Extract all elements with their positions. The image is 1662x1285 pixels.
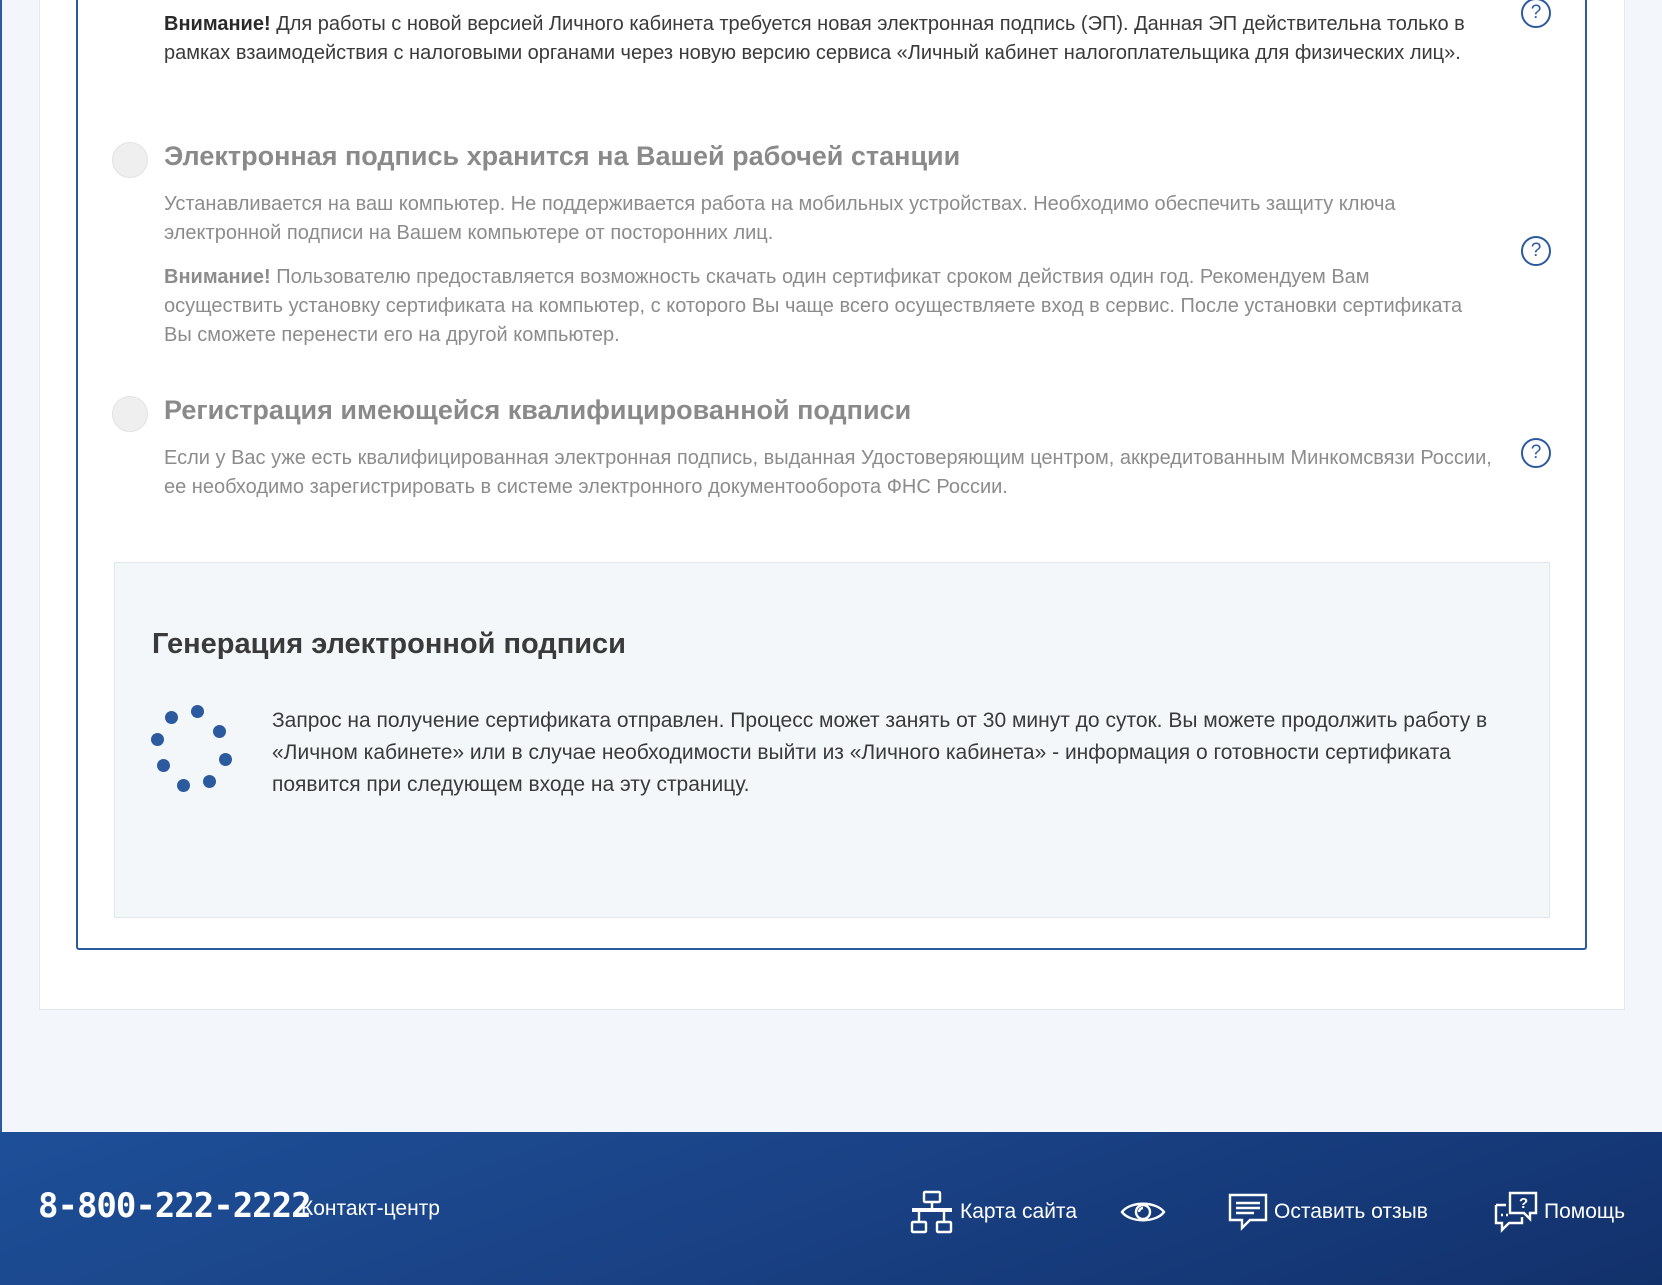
option-qualified-title: Регистрация имеющейся квалифицированной подписи <box>164 395 912 425</box>
sitemap-icon <box>910 1190 954 1234</box>
help-icon-cloud[interactable]: ? <box>1521 0 1551 28</box>
warning-label: Внимание! <box>164 13 271 35</box>
option-workstation-warning <box>164 263 1494 350</box>
help-icon-qualified[interactable]: ? <box>1521 438 1551 468</box>
footer-feedback-link[interactable] <box>1228 1190 1428 1234</box>
generation-message: Запрос на получение сертификата отправлен. Процесс может занять от 30 минут до суток. Вы можете продолжить работу в «Личном кабинете» или в случае необходимости выйти из «Личного кабинета» - информация о готовности сертификата появится при следующем входе на эту страницу. <box>272 709 1488 796</box>
eye-icon <box>1120 1197 1166 1227</box>
radio-workstation[interactable] <box>112 142 148 178</box>
footer-help-label: Помощь <box>1544 1200 1626 1223</box>
loading-spinner-icon <box>151 703 243 795</box>
footer-help-link[interactable] <box>1494 1190 1625 1234</box>
generation-status-box <box>114 562 1550 918</box>
footer-phone[interactable]: 8-800-222-2222 <box>38 1186 311 1226</box>
footer <box>0 1132 1662 1285</box>
help-icon-workstation[interactable]: ? <box>1521 236 1551 266</box>
feedback-icon <box>1228 1192 1268 1232</box>
option-cloud-warning <box>164 10 1494 68</box>
footer-accessibility-button[interactable] <box>1120 1190 1172 1234</box>
option-workstation-description: Устанавливается на ваш компьютер. Не поддерживается работа на мобильных устройствах. Необходимо обеспечить защиту ключа электронной подписи на Вашем компьютере от посторонних лиц. <box>164 193 1396 244</box>
footer-feedback-label: Оставить отзыв <box>1274 1200 1428 1223</box>
generation-title: Генерация электронной подписи <box>152 628 627 660</box>
svg-text:?: ? <box>1519 1195 1529 1212</box>
footer-contact-center[interactable]: Контакт-центр <box>301 1197 440 1220</box>
warning-text: Для работы с новой версией Личного кабинета требуется новая электронная подпись (ЭП). Данная ЭП действительна только в рамках взаимодействия с налоговыми органами через новую версию сервиса «Личный кабинет налогоплательщика для физических лиц». <box>164 13 1465 64</box>
footer-sitemap-link[interactable] <box>910 1190 1077 1234</box>
warning-text: Пользователю предоставляется возможность скачать один сертификат сроком действия один год. Рекомендуем Вам осуществить установку сертификата на компьютер, с которого Вы чаще всего осуществляете вход в сервис. После установки сертификата Вы сможете перенести его на другой компьютер. <box>164 266 1463 346</box>
warning-label: Внимание! <box>164 266 271 288</box>
page-left-border <box>0 0 2 1132</box>
radio-qualified[interactable] <box>112 396 148 432</box>
option-workstation-title: Электронная подпись хранится на Вашей рабочей станции <box>164 141 961 171</box>
option-qualified-description: Если у Вас уже есть квалифицированная электронная подпись, выданная Удостоверяющим центром, аккредитованным Минкомсвязи России, ее необходимо зарегистрировать в системе электронного документооборота ФНС России. <box>164 447 1492 498</box>
footer-sitemap-label: Карта сайта <box>960 1200 1077 1223</box>
help-chat-icon <box>1494 1191 1538 1233</box>
